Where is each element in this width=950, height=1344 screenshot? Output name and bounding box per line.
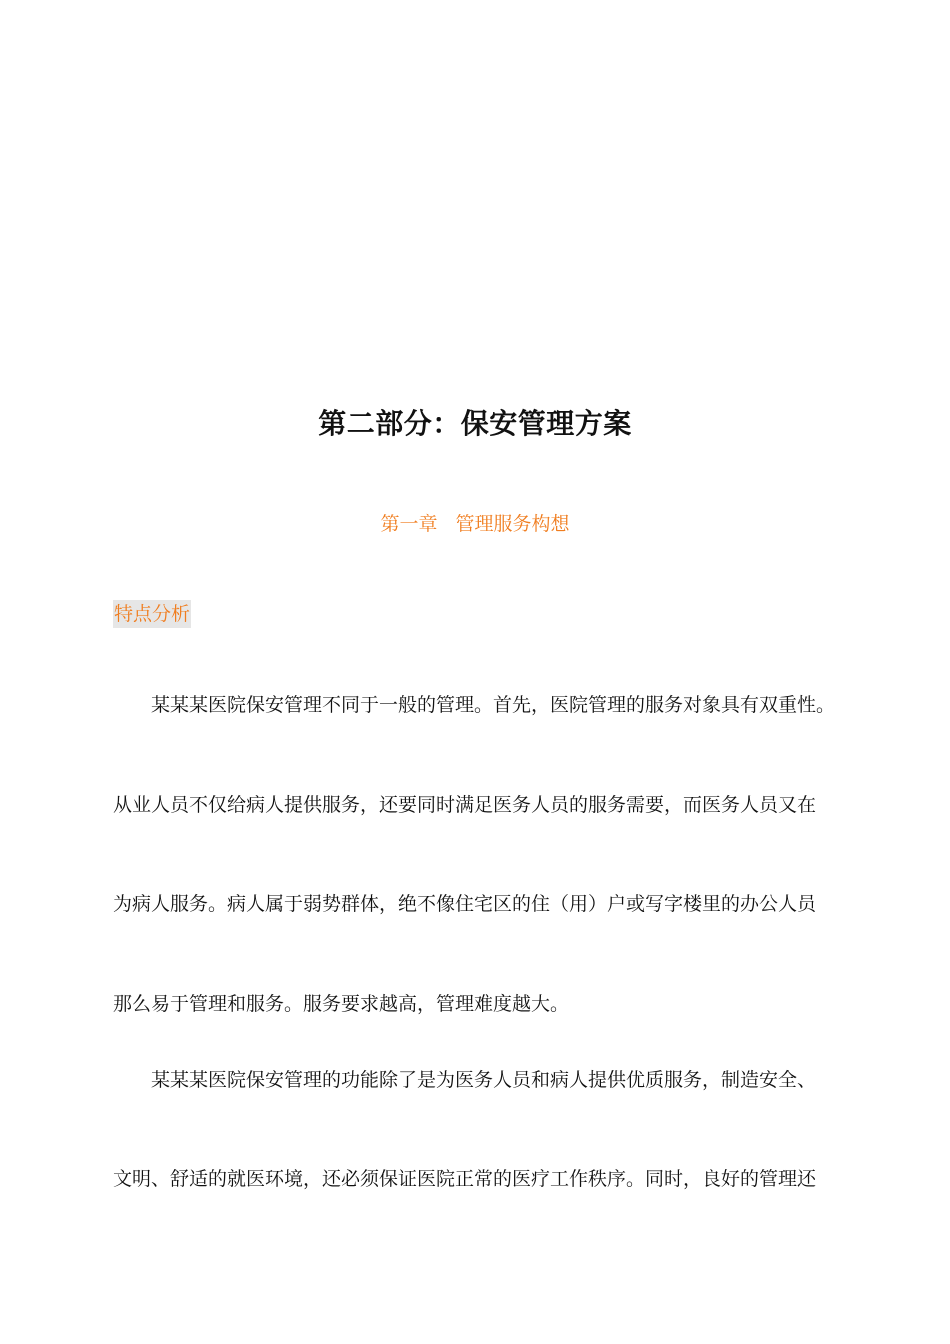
document-title: 第二部分：保安管理方案 (318, 407, 632, 440)
paragraph-2-line-2: 文明、舒适的就医环境，还必须保证医院正常的医疗工作秩序。同时，良好的管理还 (113, 1168, 817, 1190)
paragraph-1-line-3: 为病人服务。病人属于弱势群体，绝不像住宅区的住（用）户或写字楼里的办公人员 (113, 893, 817, 915)
paragraph-2-line-1: 某某某医院保安管理的功能除了是为医务人员和病人提供优质服务，制造安全、 (151, 1069, 817, 1091)
paragraph-1-line-4: 那么易于管理和服务。服务要求越高，管理难度越大。 (113, 993, 570, 1015)
paragraph-1-line-2: 从业人员不仅给病人提供服务，还要同时满足医务人员的服务需要，而医务人员又在 (113, 794, 817, 816)
paragraph-1-line-1: 某某某医院保安管理不同于一般的管理。首先，医院管理的服务对象具有双重性。 (151, 694, 836, 716)
section-heading: 特点分析 (113, 600, 191, 628)
chapter-heading: 第一章 管理服务构想 (380, 513, 570, 535)
